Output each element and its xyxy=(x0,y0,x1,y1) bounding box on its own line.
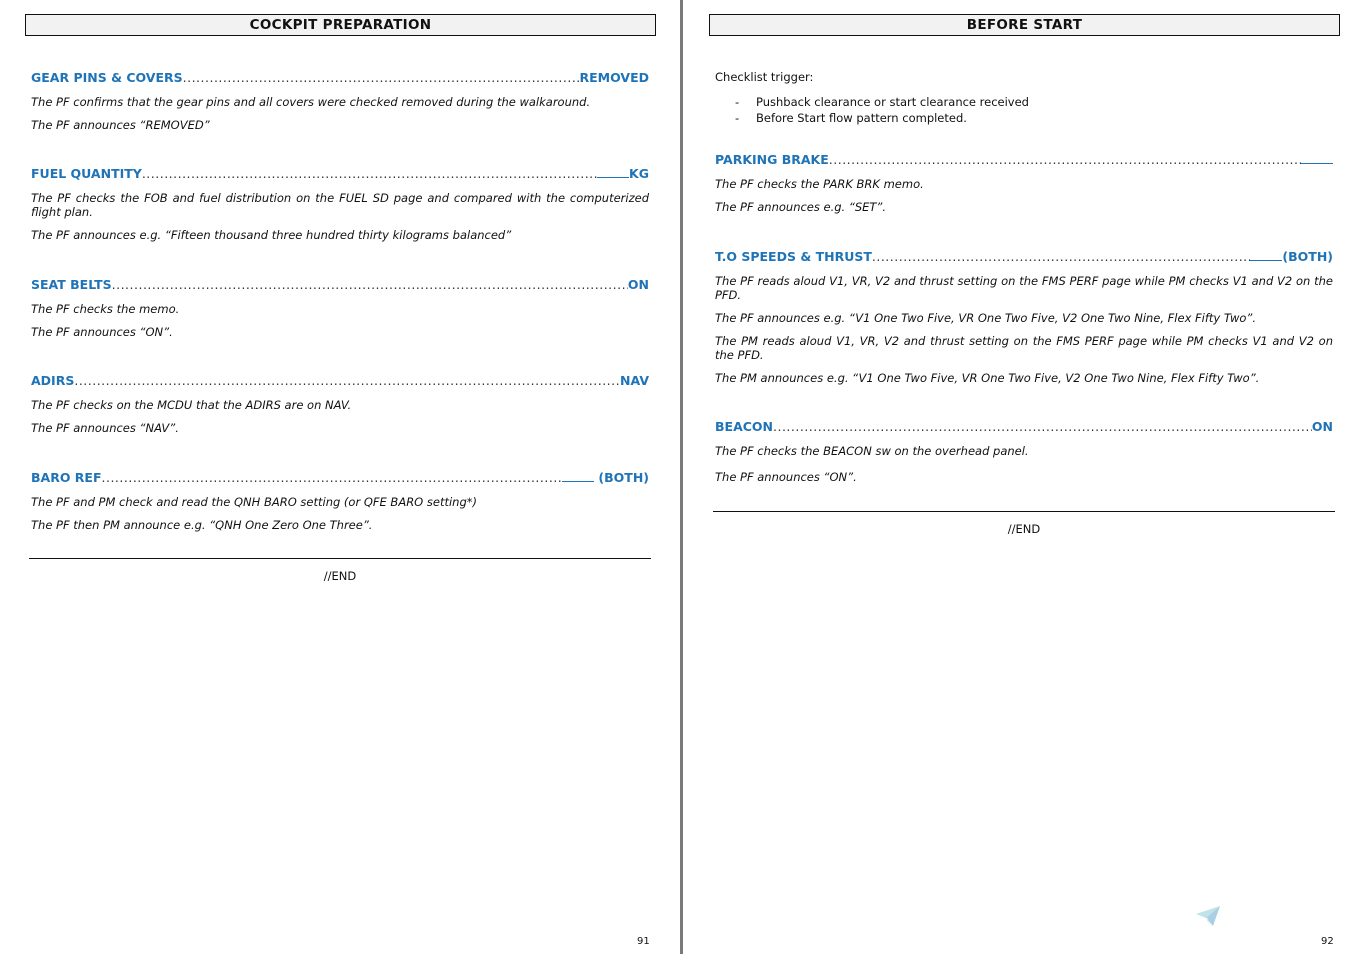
checklist-item-to-speeds-thrust xyxy=(715,249,1333,385)
item-value: REMOVED xyxy=(579,70,649,85)
end-marker: //END xyxy=(323,569,357,583)
checklist-item-baro-ref xyxy=(31,470,649,532)
blank-field xyxy=(1250,249,1282,261)
item-description: The PF checks the PARK BRK memo. xyxy=(715,177,924,191)
item-value: ON xyxy=(627,277,649,292)
item-callout: The PF announces “ON”. xyxy=(31,325,173,339)
blank-field xyxy=(597,166,629,178)
item-callout: The PF announces “REMOVED” xyxy=(31,118,210,132)
item-label: GEAR PINS & COVERS xyxy=(31,70,183,85)
leader-dots xyxy=(142,166,597,181)
item-description: The PF checks the memo. xyxy=(31,302,180,316)
item-callout: The PM announces e.g. “V1 One Two Five, VR One Two Five, V2 One Two Nine, Flex Fifty Two”. xyxy=(715,371,1260,385)
item-callout: The PF announces e.g. “Fifteen thousand three hundred thirty kilograms balanced” xyxy=(31,228,512,242)
leader-dots xyxy=(829,152,1301,167)
item-label: SEAT BELTS xyxy=(31,277,112,292)
item-callout: The PF announces e.g. “V1 One Two Five, VR One Two Five, V2 One Two Nine, Flex Fifty Two”. xyxy=(715,311,1256,325)
leader-dots xyxy=(872,249,1251,264)
item-description: The PF checks the FOB and fuel distribution on the FUEL SD page and compared with the computerized flight plan. xyxy=(31,191,649,219)
blank-field xyxy=(1301,152,1333,164)
item-value: NAV xyxy=(620,373,649,388)
item-description: The PF checks the BEACON sw on the overhead panel. xyxy=(715,444,1029,458)
leader-dots xyxy=(102,470,563,485)
item-value: KG xyxy=(629,166,649,181)
paper-plane-icon xyxy=(1196,905,1222,927)
leader-dots xyxy=(112,277,628,292)
end-marker: //END xyxy=(1007,522,1041,536)
checklist-item-seat-belts xyxy=(31,277,649,339)
end-rule xyxy=(29,558,651,559)
item-description: The PF checks on the MCDU that the ADIRS are on NAV. xyxy=(31,398,352,412)
item-description: The PM reads aloud V1, VR, V2 and thrust setting on the FMS PERF page while PM checks V1 and V2 on the PFD. xyxy=(715,334,1333,362)
section-title: BEFORE START xyxy=(709,14,1340,36)
end-rule xyxy=(713,511,1335,512)
item-value: ON xyxy=(1311,419,1333,434)
item-callout: The PF then PM announce e.g. “QNH One Zero One Three”. xyxy=(31,518,373,532)
page-number: 91 xyxy=(637,936,650,947)
item-value: (BOTH) xyxy=(594,470,649,485)
trigger-bullet: - Before Start flow pattern completed. xyxy=(735,111,967,125)
item-label: BARO REF xyxy=(31,470,102,485)
checklist-item-beacon xyxy=(715,419,1333,484)
leader-dots xyxy=(74,373,620,388)
item-description: The PF reads aloud V1, VR, V2 and thrust setting on the FMS PERF page while PM checks V1 and V2 on the PFD. xyxy=(715,274,1333,302)
item-label: ADIRS xyxy=(31,373,75,388)
checklist-item-fuel-quantity xyxy=(31,166,649,242)
item-callout: The PF announces “ON”. xyxy=(715,470,857,484)
leader-dots xyxy=(183,70,580,85)
leader-dots xyxy=(773,419,1312,434)
item-value: (BOTH) xyxy=(1282,249,1333,264)
item-label: BEACON xyxy=(715,419,774,434)
page-92 xyxy=(684,0,1362,954)
checklist-item-adirs xyxy=(31,373,649,435)
item-label: T.O SPEEDS & THRUST xyxy=(715,249,872,264)
checklist-item-gear-pins xyxy=(31,70,649,132)
item-callout: The PF announces e.g. “SET”. xyxy=(715,200,887,214)
item-description: The PF confirms that the gear pins and all covers were checked removed during the walkaround. xyxy=(31,95,591,109)
item-callout: The PF announces “NAV”. xyxy=(31,421,179,435)
checklist-item-parking-brake xyxy=(715,152,1333,214)
section-title: COCKPIT PREPARATION xyxy=(25,14,656,36)
item-label: PARKING BRAKE xyxy=(715,152,829,167)
blank-field xyxy=(562,470,594,482)
trigger-label: Checklist trigger: xyxy=(715,70,814,84)
page-number: 92 xyxy=(1321,936,1334,947)
trigger-list xyxy=(715,94,1333,126)
item-label: FUEL QUANTITY xyxy=(31,166,142,181)
trigger-bullet: - Pushback clearance or start clearance received xyxy=(735,95,1029,109)
item-description: The PF and PM check and read the QNH BARO setting (or QFE BARO setting*) xyxy=(31,495,477,509)
